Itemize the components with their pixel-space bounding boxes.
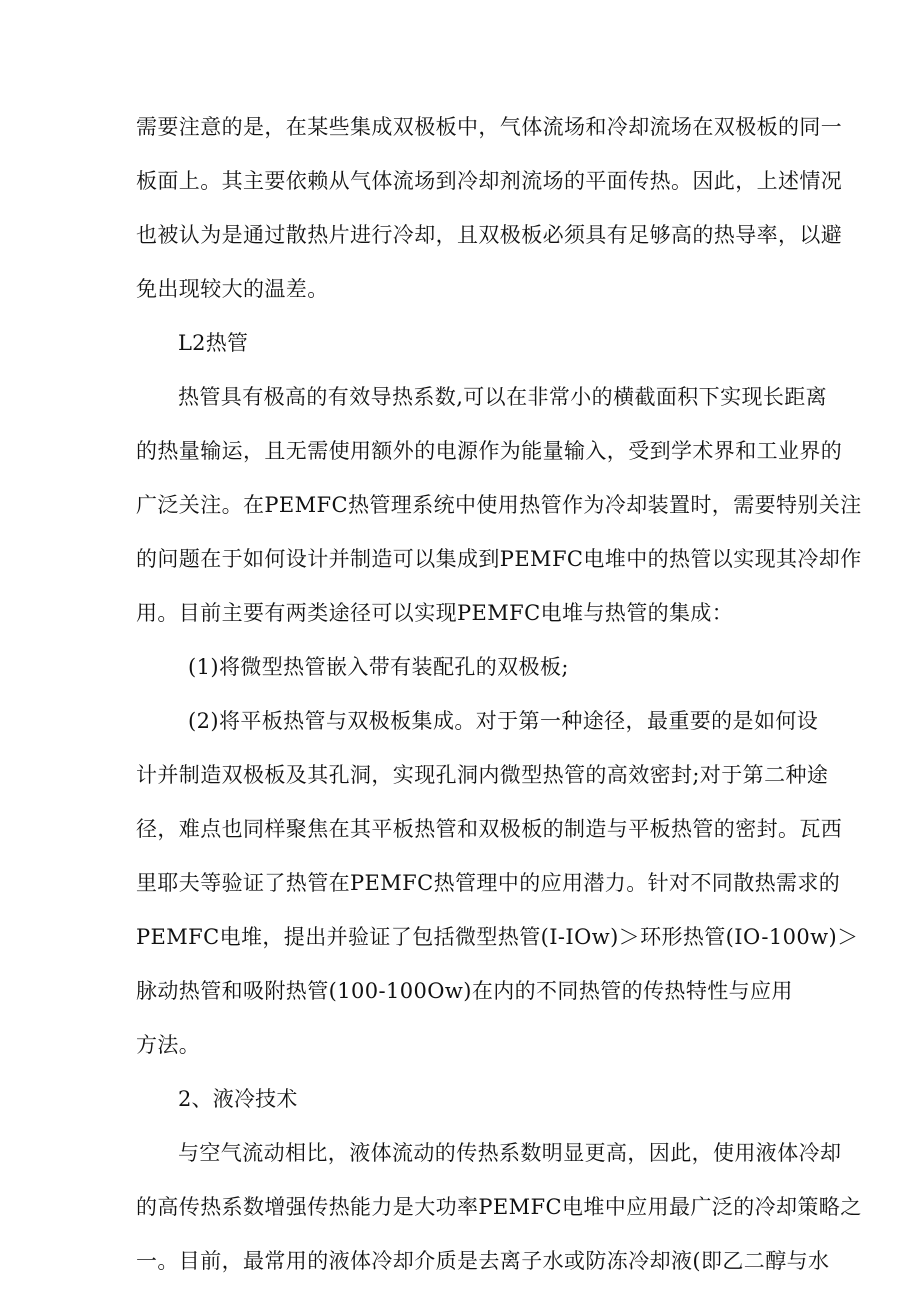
list-item: (1)将微型热管嵌入带有装配孔的双极板; [188,655,569,679]
paragraph-line: 一。目前，最常用的液体冷却介质是去离子水或防冻冷却液(即乙二醇与水 [136,1249,830,1273]
paragraph-line: 脉动热管和吸附热管(100-100Ow)在内的不同热管的传热特性与应用 [136,979,793,1003]
paragraph-line: 热管具有极高的有效导热系数,可以在非常小的横截面积下实现长距离 [178,385,828,409]
paragraph-line: 的高传热系数增强传热能力是大功率PEMFC电堆中应用最广泛的冷却策略之 [136,1195,862,1219]
paragraph-line: 的热量输运，且无需使用额外的电源作为能量输入，受到学术界和工业界的 [136,439,843,463]
paragraph-line: 的问题在于如何设计并制造可以集成到PEMFC电堆中的热管以实现其冷却作 [136,547,862,571]
paragraph-line: PEMFC电堆，提出并验证了包括微型热管(I-IOw)＞环形热管(IO-100w)＞ [136,925,859,949]
paragraph-line: (2)将平板热管与双极板集成。对于第一种途径，最重要的是如何设 [188,709,819,733]
paragraph-line: 里耶夫等验证了热管在PEMFC热管理中的应用潜力。针对不同散热需求的 [136,871,841,895]
paragraph-line: 与空气流动相比，液体流动的传热系数明显更高，因此，使用液体冷却 [178,1141,842,1165]
paragraph-line: 方法。 [136,1033,201,1057]
paragraph-line: 用。目前主要有两类途径可以实现PEMFC电堆与热管的集成： [136,601,734,625]
section-heading: L2热管 [178,331,249,355]
paragraph-line: 广泛关注。在PEMFC热管理系统中使用热管作为冷却装置时，需要特别关注 [136,493,862,517]
paragraph-line: 也被认为是通过散热片进行冷却，且双极板必须具有足够高的热导率，以避 [136,223,843,247]
section-heading: 2、液冷技术 [178,1087,298,1111]
paragraph-line: 板面上。其主要依赖从气体流场到冷却剂流场的平面传热。因此，上述情况 [136,169,843,193]
paragraph-line: 计并制造双极板及其孔洞，实现孔洞内微型热管的高效密封;对于第二种途 [136,763,829,787]
paragraph-line: 需要注意的是，在某些集成双极板中，气体流场和冷却流场在双极板的同一 [136,115,843,139]
paragraph-line: 免出现较大的温差。 [136,277,329,301]
paragraph-line: 径，难点也同样聚焦在其平板热管和双极板的制造与平板热管的密封。瓦西 [136,817,843,841]
